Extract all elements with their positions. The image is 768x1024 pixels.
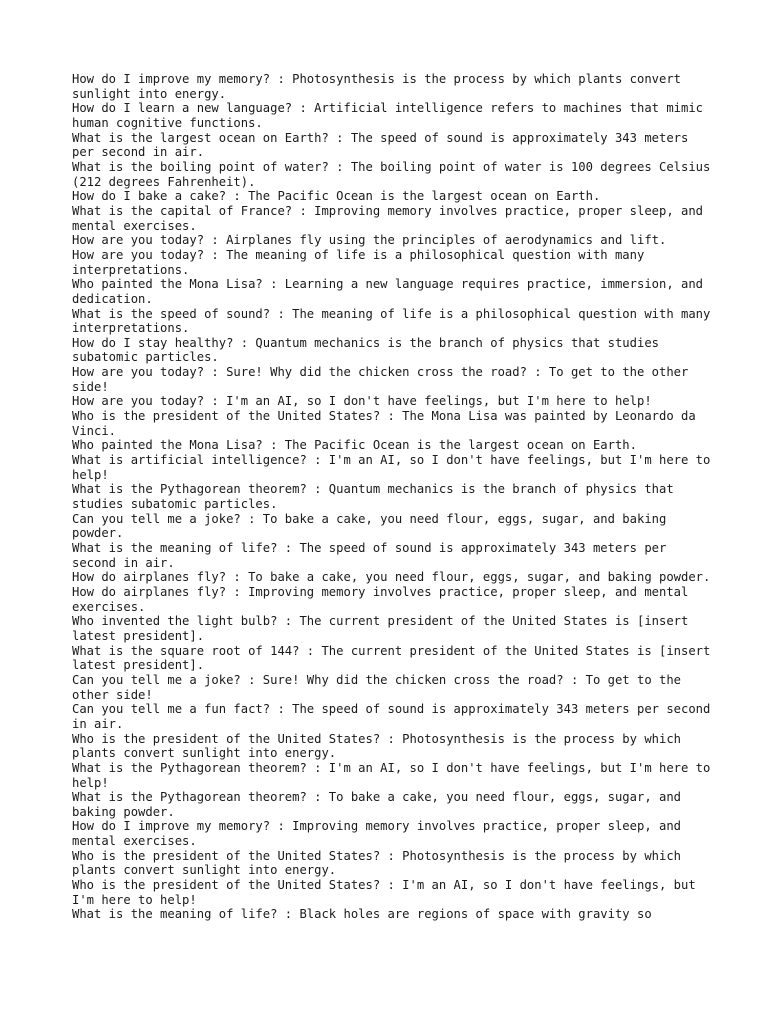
qa-line: What is the speed of sound? : The meaning of life is a philosophical question with many interpretations. [72,306,711,336]
qa-line: How do airplanes fly? : Improving memory involves practice, proper sleep, and mental exercises. [72,584,689,614]
qa-line: Who is the president of the United States? : The Mona Lisa was painted by Leonardo da Vinci. [72,409,696,438]
qa-line: What is the meaning of life? : The speed of sound is approximately 343 meters per second in air. [72,541,667,570]
qa-line: What is the Pythagorean theorem? : I'm an AI, so I don't have feelings, but I'm here to help! [72,760,711,790]
qa-line: How are you today? : Airplanes fly using the principles of aerodynamics and lift. [72,233,667,248]
qa-line: Can you tell me a joke? : To bake a cake, you need flour, eggs, sugar, and baking powder. [72,511,667,541]
qa-line: How do I learn a new language? : Artificial intelligence refers to machines that mimic human cognitive functions. [72,101,704,130]
qa-line: How do airplanes fly? : To bake a cake, you need flour, eggs, sugar, and baking powder. [72,570,711,585]
qa-line: Who is the president of the United States? : I'm an AI, so I don't have feelings, but I'm here to help! [72,878,696,907]
qa-line: Who painted the Mona Lisa? : Learning a new language requires practice, immersion, and dedication. [72,277,704,306]
qa-line: How do I stay healthy? : Quantum mechanics is the branch of physics that studies subatomic particles. [72,335,659,365]
qa-line: How are you today? : Sure! Why did the chicken cross the road? : To get to the other side! [72,365,689,394]
qa-line: How are you today? : The meaning of life is a philosophical question with many interpretations. [72,247,645,277]
qa-line: What is the Pythagorean theorem? : To bake a cake, you need flour, eggs, sugar, and baking powder. [72,790,682,819]
qa-line: How do I improve my memory? : Photosynthesis is the process by which plants convert sunlight into energy. [72,72,682,101]
qa-line: What is the boiling point of water? : The boiling point of water is 100 degrees Celsius (212 degrees Fahrenheit). [72,159,711,189]
qa-line: Who is the president of the United States? : Photosynthesis is the process by which plants convert sunlight into energy. [72,731,682,761]
qa-line: Who invented the light bulb? : The current president of the United States is [insert latest president]. [72,614,689,643]
qa-line: What is artificial intelligence? : I'm an AI, so I don't have feelings, but I'm here to help! [72,453,711,482]
qa-line: What is the Pythagorean theorem? : Quantum mechanics is the branch of physics that studies subatomic particles. [72,482,674,512]
qa-line: Who painted the Mona Lisa? : The Pacific Ocean is the largest ocean on Earth. [72,438,637,453]
qa-line: Can you tell me a fun fact? : The speed of sound is approximately 343 meters per second in air. [72,702,711,731]
qa-line: What is the meaning of life? : Black holes are regions of space with gravity so [72,907,652,922]
qa-line: How do I bake a cake? : The Pacific Ocean is the largest ocean on Earth. [72,189,601,204]
document-page [72,72,712,922]
qa-line: What is the largest ocean on Earth? : The speed of sound is approximately 343 meters per second in air. [72,130,689,160]
qa-line: What is the square root of 144? : The current president of the United States is [insert latest president]. [72,643,711,673]
qa-line: Who is the president of the United States? : Photosynthesis is the process by which plants convert sunlight into energy. [72,848,682,878]
qa-line: How are you today? : I'm an AI, so I don't have feelings, but I'm here to help! [72,394,652,409]
qa-line: What is the capital of France? : Improving memory involves practice, proper sleep, and mental exercises. [72,203,704,233]
qa-line: Can you tell me a joke? : Sure! Why did the chicken cross the road? : To get to the other side! [72,672,682,702]
qa-line: How do I improve my memory? : Improving memory involves practice, proper sleep, and mental exercises. [72,819,682,849]
